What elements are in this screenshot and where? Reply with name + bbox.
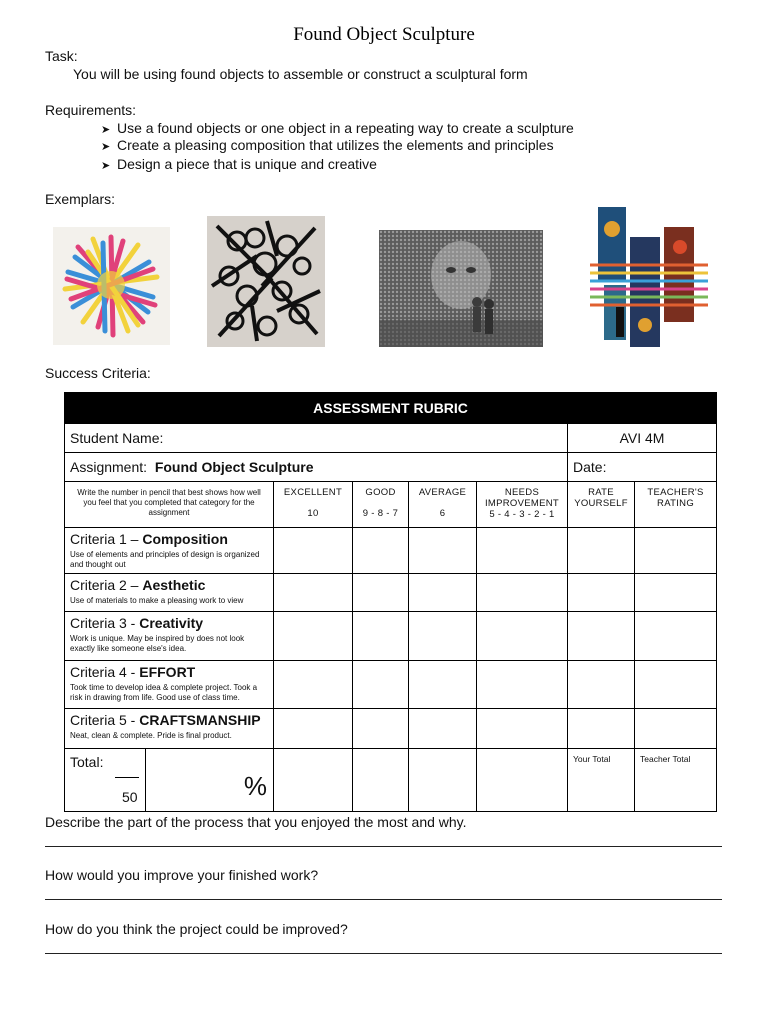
score-cell[interactable]: [409, 574, 477, 612]
score-cell[interactable]: [274, 661, 353, 709]
score-cell[interactable]: [635, 574, 717, 612]
task-label: Task:: [45, 48, 78, 64]
score-cell[interactable]: [477, 612, 568, 661]
requirement-item: ➤ Create a pleasing composition that utilizes the elements and principles: [101, 137, 554, 156]
score-cell[interactable]: [635, 612, 717, 661]
requirement-item: ➤ Design a piece that is unique and creative: [101, 156, 377, 175]
table-row: [65, 661, 717, 709]
answer-line-2[interactable]: [45, 899, 722, 900]
score-cell[interactable]: [353, 709, 409, 749]
answer-line-1[interactable]: [45, 846, 722, 847]
table-row: [65, 528, 717, 574]
score-cell[interactable]: [274, 574, 353, 612]
score-cell[interactable]: [568, 574, 635, 612]
table-row: [65, 612, 717, 661]
teacher-total-cell[interactable]: Teacher Total: [635, 749, 717, 812]
criteria-2-cell: Criteria 2 – Aesthetic Use of materials to make a pleasing work to view: [65, 574, 274, 612]
column-header-excellent: EXCELLENT 10: [274, 482, 353, 528]
rubric-title: ASSESSMENT RUBRIC: [65, 393, 717, 424]
exemplars-label: Exemplars:: [45, 191, 116, 207]
exemplar-image-painted-wood-assemblage: [590, 207, 708, 347]
question-1: Describe the part of the process that you enjoyed the most and why.: [45, 814, 467, 830]
requirement-item: ➤ Use a found objects or one object in a repeating way to create a sculpture: [101, 120, 574, 139]
total-cell: Total: 50: [65, 749, 146, 812]
total-out-of: 50: [122, 789, 138, 805]
success-criteria-label: Success Criteria:: [45, 365, 151, 381]
score-cell[interactable]: [635, 709, 717, 749]
criteria-3-cell: Criteria 3 - Creativity Work is unique. May be inspired by does not look exactly like someone else's idea.: [65, 612, 274, 661]
score-cell[interactable]: [353, 574, 409, 612]
score-cell[interactable]: [568, 661, 635, 709]
score-cell[interactable]: [477, 574, 568, 612]
total-row: [65, 749, 717, 812]
score-cell[interactable]: [353, 612, 409, 661]
your-total-cell[interactable]: Your Total: [568, 749, 635, 812]
score-cell[interactable]: [477, 749, 568, 812]
score-cell[interactable]: [477, 709, 568, 749]
criteria-4-cell: Criteria 4 - EFFORT Took time to develop idea & complete project. Took a risk in drawing from life. Good use of class time.: [65, 661, 274, 709]
score-cell[interactable]: [635, 661, 717, 709]
column-header-needs-improvement: NEEDS IMPROVEMENT 5 - 4 - 3 - 2 - 1: [477, 482, 568, 528]
score-cell[interactable]: [568, 709, 635, 749]
arrow-bullet-icon: ➤: [101, 124, 111, 136]
score-cell[interactable]: [353, 661, 409, 709]
percent-sign: %: [243, 771, 267, 801]
rubric-instructions: Write the number in pencil that best shows how well you feel that you completed that category for the assignment: [65, 482, 274, 528]
score-cell[interactable]: [274, 612, 353, 661]
column-header-teachers-rating: TEACHER'S RATING: [635, 482, 717, 528]
score-cell[interactable]: [274, 528, 353, 574]
exemplar-image-clothespin-sphere: [53, 227, 170, 345]
score-cell[interactable]: [477, 661, 568, 709]
column-header-good: GOOD 9 - 8 - 7: [353, 482, 409, 528]
column-header-rate-yourself: RATE YOURSELF: [568, 482, 635, 528]
score-cell[interactable]: [409, 661, 477, 709]
assignment-cell: Assignment: Found Object Sculpture: [65, 453, 568, 482]
column-header-average: AVERAGE 6: [409, 482, 477, 528]
score-cell[interactable]: [409, 709, 477, 749]
course-code: AVI 4M: [568, 424, 717, 453]
table-row: [65, 574, 717, 612]
score-cell[interactable]: [353, 528, 409, 574]
score-cell[interactable]: [274, 749, 353, 812]
date-cell: Date:: [568, 453, 717, 482]
score-cell[interactable]: [274, 709, 353, 749]
requirements-label: Requirements:: [45, 102, 137, 118]
total-percent-cell[interactable]: [146, 749, 274, 812]
score-cell[interactable]: [409, 749, 477, 812]
exemplar-image-pushpin-portrait: [379, 230, 543, 347]
score-cell[interactable]: [409, 528, 477, 574]
assessment-rubric-table: [64, 392, 717, 812]
question-2: How would you improve your finished work?: [45, 867, 319, 883]
arrow-bullet-icon: ➤: [101, 141, 111, 153]
score-cell[interactable]: [635, 528, 717, 574]
page-title: Found Object Sculpture: [293, 24, 475, 45]
score-cell[interactable]: [409, 612, 477, 661]
exemplar-image-scissors-assemblage: [207, 216, 325, 347]
question-3: How do you think the project could be improved?: [45, 921, 348, 937]
task-text: You will be using found objects to assemble or construct a sculptural form: [73, 66, 528, 82]
score-cell[interactable]: [477, 528, 568, 574]
score-cell[interactable]: [568, 528, 635, 574]
table-row: [65, 709, 717, 749]
score-cell[interactable]: [568, 612, 635, 661]
arrow-bullet-icon: ➤: [101, 160, 111, 172]
answer-line-3[interactable]: [45, 953, 722, 954]
student-name-cell: Student Name:: [65, 424, 568, 453]
criteria-1-cell: Criteria 1 – Composition Use of elements and principles of design is organized and thought out: [65, 528, 274, 574]
criteria-5-cell: Criteria 5 - CRAFTSMANSHIP Neat, clean & complete. Pride is final product.: [65, 709, 274, 749]
score-cell[interactable]: [353, 749, 409, 812]
